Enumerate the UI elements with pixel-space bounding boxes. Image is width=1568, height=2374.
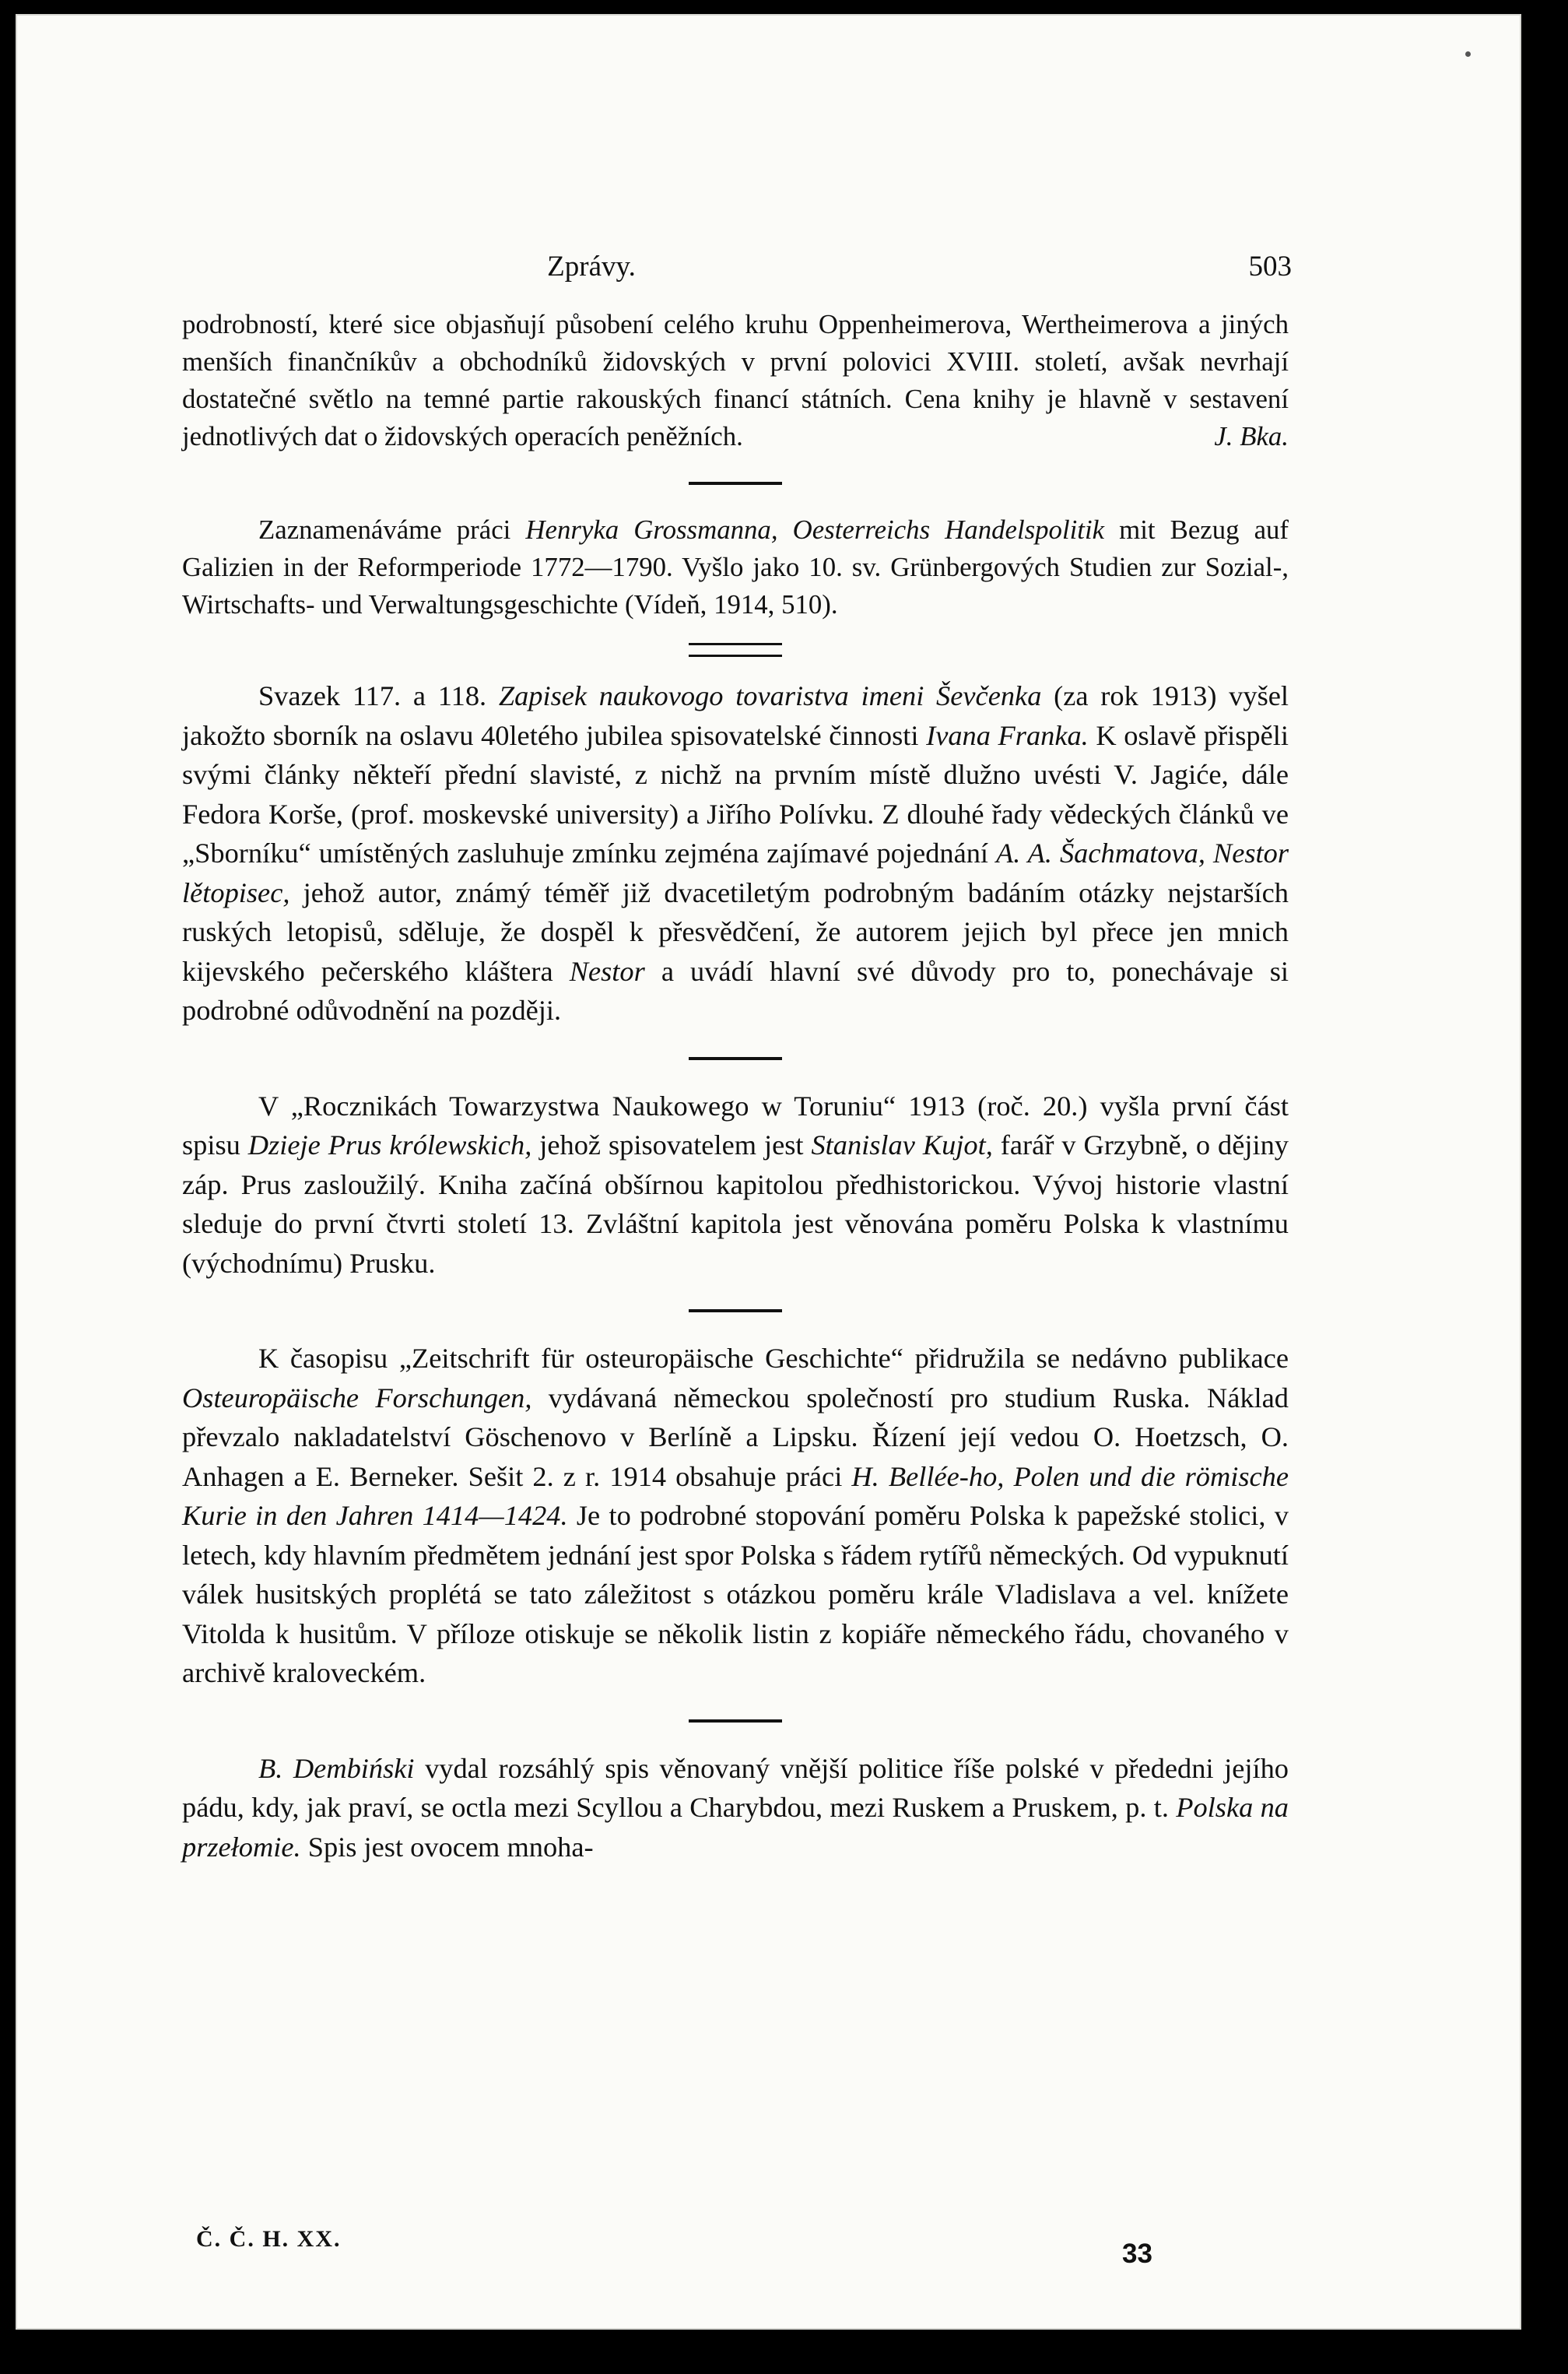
scan-speck bbox=[1465, 51, 1471, 57]
paragraph-text-suffix: mit Bezug auf Galizien in der Reformperiode 1772—1790. Vyšlo jako 10. sv. Grünbergových Studien zur Sozial-, Wirtschafts- und Verwaltungsgeschichte (Vídeň, 1914, 510). bbox=[182, 514, 1289, 620]
work-title: H. Bellée-ho, Polen und die römische Kurie in den Jahren 1414—1424. bbox=[182, 1460, 1289, 1531]
double-section-divider bbox=[689, 643, 782, 657]
page-footer bbox=[196, 2226, 1286, 2296]
section-divider bbox=[689, 1057, 782, 1060]
running-header bbox=[179, 244, 1292, 290]
person-name: Stanislav Kujot, bbox=[811, 1129, 993, 1161]
section-divider bbox=[689, 1309, 782, 1312]
person-name: Ivana Franka. bbox=[926, 719, 1089, 751]
section-title: Zprávy. bbox=[547, 251, 636, 283]
paragraph-text: jehož autor, známý téměř již dvacetiletým podrobným badáním otázky nejstarších ruských letopisů, sděluje, že dospěl k přesvědčení, že autorem jejich byl přece jen mnich kijevského pečerského kláštera bbox=[182, 876, 1289, 987]
work-title: Osteuropäische Forschungen, bbox=[182, 1382, 532, 1414]
paragraph-text: vydávaná německou společností pro studium Ruska. Náklad převzalo nakladatelství Göschenovo v Berlíně a Lipsku. Řízení její vedou O. Hoetzsch, O. Anhagen a E. Berneker. Sešit 2. z r. 1914 obsahuje práci bbox=[182, 1382, 1289, 1492]
paragraph-text: Spis jest ovocem mnoha- bbox=[300, 1831, 594, 1863]
section-divider bbox=[689, 1719, 782, 1723]
work-title: Dzieje Prus królewskich, bbox=[247, 1129, 532, 1161]
paragraph-prussia-history bbox=[182, 1087, 1289, 1284]
section-divider bbox=[689, 482, 782, 485]
paragraph-text: V „Rocznikách Towarzystwa Naukowego w Toruniu“ 1913 (roč. 20.) vyšla první část spisu bbox=[182, 1090, 1289, 1161]
person-name: B. Dembiński bbox=[258, 1752, 415, 1784]
review-signature: J. Bka. bbox=[1214, 421, 1289, 451]
paragraph-text: podrobností, které sice objasňují působení celého kruhu Oppenheimerova, Wertheimerova a jiných menších finančníkův a obchodníků židovských v první polovici XVIII. století, avšak nevrhají dostatečné světlo na temné partie rakouských financí státních. Cena knihy je hlavně v sestavení jednotlivých dat o židovských operacích peněžních. bbox=[182, 309, 1289, 451]
work-title: Henryka Grossmanna, Oesterreichs Handelspolitik bbox=[525, 514, 1105, 545]
paragraph-text: a uvádí hlavní své důvody pro to, ponechávaje si podrobné odůvodnění na později. bbox=[182, 955, 1289, 1026]
work-title: A. A. Šachmatova, Nestor lětopisec, bbox=[182, 838, 1289, 908]
printer-signature: Č. Č. H. XX. bbox=[196, 2226, 342, 2252]
sheet-number: 33 bbox=[1122, 2239, 1152, 2269]
paragraph-sevcenko-society bbox=[182, 676, 1289, 1031]
paragraph-text: Je to podrobné stopování poměru Polska k papežské stolici, v letech, kdy hlavním předmětem jednání jest spor Polska s řádem rytířů německých. Od vypuknutí válek husitských proplétá se tato záležitost s otázkou poměru krále Vladislava a vel. knížete Vitolda k husitům. V příloze otiskuje se několik listin z kopiáře německého řádu, chovaného v archivě kraloveckém. bbox=[182, 1500, 1289, 1688]
paragraph-text-prefix: Zaznamenáváme práci bbox=[258, 514, 526, 545]
page-number: 503 bbox=[1248, 251, 1292, 283]
paragraph-text: farář v Grzybně, o dějiny záp. Prus zasloužilý. Kniha začíná obšírnou kapitolou předhistorickou. Vývoj historie vlastní sleduje do první čtvrti století 13. Zvláštní kapitola jest věnována poměru Polska k vlastnímu (východnímu) Prusku. bbox=[182, 1129, 1289, 1279]
paragraph-text: vydal rozsáhlý spis věnovaný vnější politice říše polské v přededni jejího pádu, kdy, jak praví, se octla mezi Scyllou a Charybdou, mezi Ruskem a Pruskem, p. t. bbox=[182, 1752, 1289, 1823]
work-title: Polska na przełomie. bbox=[182, 1792, 1289, 1863]
paragraph-grossmann-note bbox=[182, 511, 1289, 623]
paragraph-oppenheimer-review bbox=[182, 306, 1289, 455]
paragraph-dembinski bbox=[182, 1749, 1289, 1867]
paragraph-text: jehož spisovatelem jest bbox=[531, 1129, 812, 1161]
paragraph-text: (za rok 1913) vyšel jakožto sborník na oslavu 40letého jubilea spisovatelské činnosti bbox=[182, 680, 1289, 751]
work-title: Zapisek naukovogo tovaristva imeni Ševčenka bbox=[498, 680, 1042, 711]
paragraph-text: K časopisu „Zeitschrift für osteuropäische Geschichte“ přidružila se nedávno publikace bbox=[258, 1343, 1289, 1374]
person-name: Nestor bbox=[569, 955, 645, 987]
paragraph-osteuropaische-forschungen bbox=[182, 1339, 1289, 1693]
scanned-page bbox=[16, 14, 1521, 2330]
paragraph-text: K oslavě přispěli svými články někteří přední slavisté, z nichž na prvním místě dlužno uvésti V. Jagiće, dále Fedora Korše, (prof. moskevské university) a Jiřího Polívku. Z dlouhé řady vědeckých článků ve „Sborníku“ umístěných zasluhuje zmínku zejména zajímavé pojednání bbox=[182, 719, 1289, 869]
page-body bbox=[182, 306, 1289, 1867]
paragraph-text: Svazek 117. a 118. bbox=[258, 680, 499, 711]
